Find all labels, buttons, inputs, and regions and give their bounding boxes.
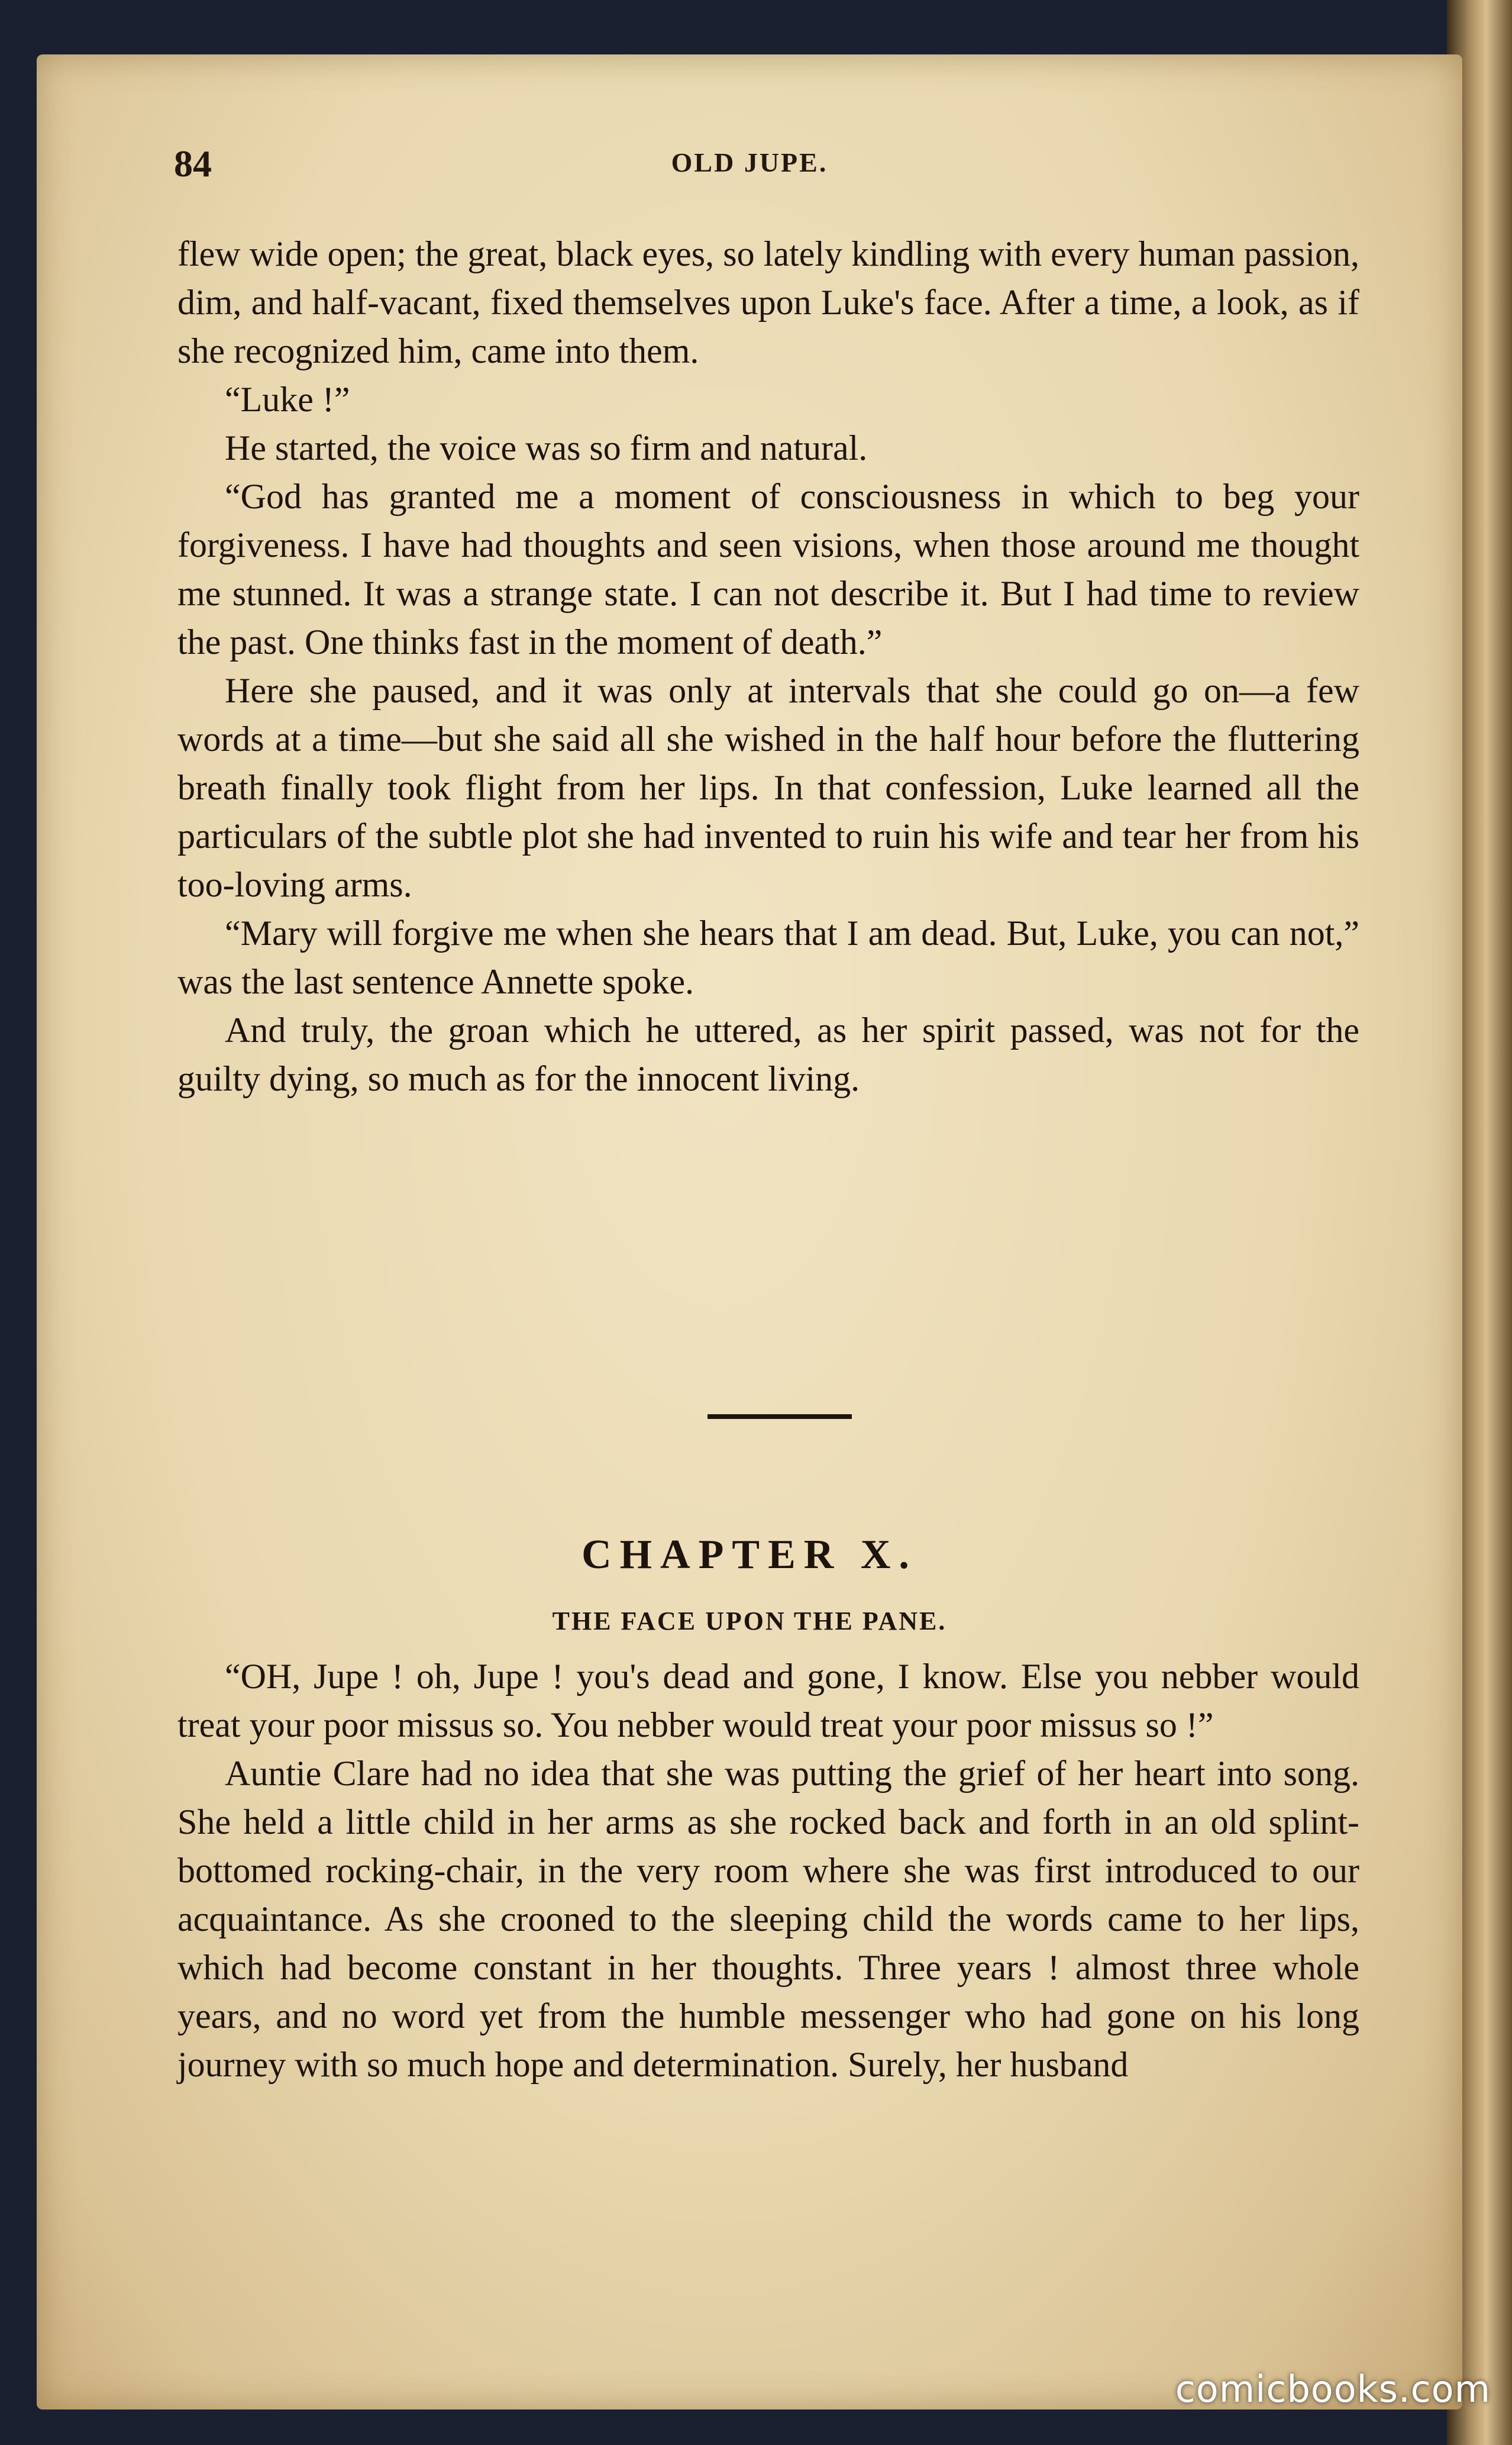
paragraph: And truly, the groan which he uttered, as her spirit passed, was not for the guilty dying, so much as for the innocent living.	[177, 1011, 1359, 1098]
paragraph: “Luke !”	[225, 380, 350, 419]
paragraph: Here she paused, and it was only at intervals that she could go on—a few words at a time—but she said all she wished in the half hour before the fluttering breath finally took flight from her lips. In that confession, Luke learned all the particulars of the subtle plot she had invented to ruin his wife and tear her from his too-loving arms.	[177, 671, 1359, 904]
text-block-before-chapter	[177, 230, 1359, 1103]
page-number: 84	[174, 143, 212, 185]
source-watermark: comicbooks.com	[1175, 2367, 1491, 2411]
running-title: OLD JUPE.	[671, 147, 828, 178]
chapter-heading: CHAPTER X.	[581, 1532, 917, 1578]
paragraph: “OH, Jupe ! oh, Jupe ! you's dead and gone, I know. Else you nebber would treat your poor missus so. You nebber would treat your poor missus so !”	[177, 1657, 1359, 1744]
paragraph: Auntie Clare had no idea that she was putting the grief of her heart into song. She held a little child in her arms as she rocked back and forth in an old splint-bottomed rocking-chair, in the very room where she was first introduced to our acquaintance. As she crooned to the sleeping child the words came to her lips, which had become constant in her thoughts. Three years ! almost three whole years, and no word yet from the humble messenger who had gone on his long journey with so much hope and determination. Surely, her husband	[177, 1754, 1359, 2084]
text-block-chapter	[177, 1652, 1359, 2089]
section-divider-rule	[707, 1414, 852, 1419]
book-page	[37, 54, 1462, 2409]
paragraph: “God has granted me a moment of consciousness in which to beg your forgiveness. I have had thoughts and seen visions, when those around me thought me stunned. It was a strange state. I can not describe it. But I had time to review the past. One thinks fast in the moment of death.”	[177, 477, 1359, 662]
paragraph: flew wide open; the great, black eyes, so lately kindling with every human passion, dim, and half-vacant, fixed themselves upon Luke's face. After a time, a look, as if she recognized him, came into them.	[177, 234, 1359, 370]
chapter-subtitle: THE FACE UPON THE PANE.	[552, 1607, 947, 1636]
running-head	[37, 142, 1462, 189]
paragraph: He started, the voice was so firm and natural.	[225, 428, 868, 467]
paragraph: “Mary will forgive me when she hears that I am dead. But, Luke, you can not,” was the last sentence Annette spoke.	[177, 914, 1359, 1001]
